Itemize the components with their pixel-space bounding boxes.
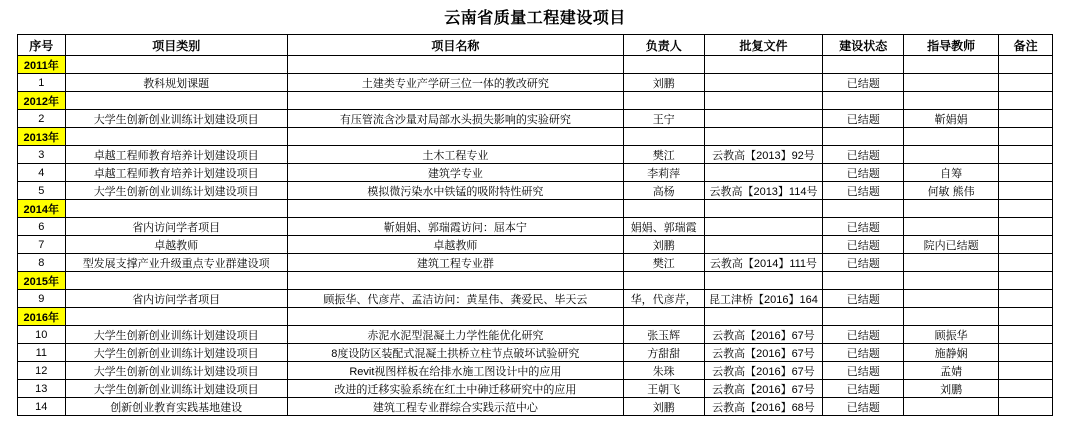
year-label: 2014年: [18, 200, 66, 218]
column-header-owner: 负责人: [623, 35, 704, 56]
cell-owner: 方甜甜: [623, 344, 704, 362]
cell-status: 已结题: [823, 182, 904, 200]
cell-status: 已结题: [823, 398, 904, 416]
cell-project-name: 卓越教师: [287, 236, 623, 254]
cell-remark: [999, 236, 1053, 254]
cell-advisor: 顾振华: [904, 326, 999, 344]
cell-category: 大学生创新创业训练计划建设项目: [65, 182, 287, 200]
cell-owner: 朱珠: [623, 362, 704, 380]
cell-advisor: 何敏 熊伟: [904, 182, 999, 200]
cell-category: 大学生创新创业训练计划建设项目: [65, 326, 287, 344]
empty-cell: [823, 128, 904, 146]
empty-cell: [287, 308, 623, 326]
year-group-row: [18, 128, 1053, 146]
empty-cell: [999, 308, 1053, 326]
project-table: [17, 34, 1053, 416]
table-row: [18, 74, 1053, 92]
cell-owner: 刘鹏: [623, 398, 704, 416]
cell-approval-doc: 昆工津桥【2016】164: [704, 290, 823, 308]
cell-project-name: 建筑工程专业群综合实践示范中心: [287, 398, 623, 416]
empty-cell: [287, 272, 623, 290]
cell-index: 11: [18, 344, 66, 362]
empty-cell: [623, 272, 704, 290]
empty-cell: [999, 272, 1053, 290]
cell-status: 已结题: [823, 344, 904, 362]
cell-owner: 王宁: [623, 110, 704, 128]
year-label: 2016年: [18, 308, 66, 326]
year-label: 2015年: [18, 272, 66, 290]
cell-index: 9: [18, 290, 66, 308]
cell-approval-doc: 云教高【2013】92号: [704, 146, 823, 164]
cell-status: 已结题: [823, 380, 904, 398]
cell-project-name: 建筑学专业: [287, 164, 623, 182]
empty-cell: [999, 92, 1053, 110]
cell-advisor: [904, 146, 999, 164]
cell-project-name: 模拟微污染水中铁锰的吸附特性研究: [287, 182, 623, 200]
cell-remark: [999, 362, 1053, 380]
cell-approval-doc: 云教高【2013】114号: [704, 182, 823, 200]
cell-remark: [999, 218, 1053, 236]
table-header-row: [18, 35, 1053, 56]
empty-cell: [904, 272, 999, 290]
empty-cell: [65, 92, 287, 110]
cell-status: 已结题: [823, 110, 904, 128]
cell-approval-doc: 云教高【2016】67号: [704, 344, 823, 362]
column-header-status: 建设状态: [823, 35, 904, 56]
empty-cell: [823, 308, 904, 326]
cell-project-name: 有压管流含沙量对局部水头损失影响的实验研究: [287, 110, 623, 128]
empty-cell: [904, 128, 999, 146]
cell-owner: 高杨: [623, 182, 704, 200]
year-group-row: [18, 56, 1053, 74]
empty-cell: [287, 56, 623, 74]
cell-owner: 樊江: [623, 146, 704, 164]
cell-remark: [999, 398, 1053, 416]
cell-index: 7: [18, 236, 66, 254]
cell-category: 教科规划课题: [65, 74, 287, 92]
empty-cell: [904, 56, 999, 74]
empty-cell: [287, 128, 623, 146]
cell-approval-doc: 云教高【2016】67号: [704, 362, 823, 380]
empty-cell: [823, 272, 904, 290]
cell-remark: [999, 344, 1053, 362]
cell-approval-doc: 云教高【2016】68号: [704, 398, 823, 416]
empty-cell: [999, 56, 1053, 74]
cell-advisor: 自筹: [904, 164, 999, 182]
year-label: 2012年: [18, 92, 66, 110]
table-row: [18, 380, 1053, 398]
cell-advisor: [904, 218, 999, 236]
cell-advisor: [904, 398, 999, 416]
cell-owner: 华，代彦芹，: [623, 290, 704, 308]
cell-index: 5: [18, 182, 66, 200]
empty-cell: [287, 92, 623, 110]
cell-owner: 刘鹏: [623, 74, 704, 92]
cell-advisor: [904, 74, 999, 92]
empty-cell: [65, 200, 287, 218]
cell-advisor: [904, 254, 999, 272]
cell-category: 省内访问学者项目: [65, 290, 287, 308]
cell-approval-doc: 云教高【2016】67号: [704, 380, 823, 398]
cell-advisor: 施静娴: [904, 344, 999, 362]
cell-approval-doc: [704, 164, 823, 182]
empty-cell: [904, 92, 999, 110]
cell-remark: [999, 380, 1053, 398]
cell-project-name: 赤泥水泥型混凝土力学性能优化研究: [287, 326, 623, 344]
cell-project-name: 土建类专业产学研三位一体的教改研究: [287, 74, 623, 92]
cell-owner: 李莉萍: [623, 164, 704, 182]
cell-index: 1: [18, 74, 66, 92]
cell-category: 大学生创新创业训练计划建设项目: [65, 110, 287, 128]
cell-project-name: 土木工程专业: [287, 146, 623, 164]
cell-owner: 张玉辉: [623, 326, 704, 344]
empty-cell: [904, 308, 999, 326]
cell-approval-doc: 云教高【2016】67号: [704, 326, 823, 344]
empty-cell: [704, 272, 823, 290]
column-header-index: 序号: [18, 35, 66, 56]
cell-owner: 王朝飞: [623, 380, 704, 398]
empty-cell: [704, 92, 823, 110]
cell-index: 4: [18, 164, 66, 182]
cell-owner: 刘鹏: [623, 236, 704, 254]
empty-cell: [65, 308, 287, 326]
column-header-category: 项目类别: [65, 35, 287, 56]
empty-cell: [823, 92, 904, 110]
cell-advisor: 靳娟娟: [904, 110, 999, 128]
cell-approval-doc: [704, 218, 823, 236]
empty-cell: [704, 128, 823, 146]
table-row: [18, 146, 1053, 164]
empty-cell: [65, 272, 287, 290]
cell-owner: 娟娟、郭瑞霞: [623, 218, 704, 236]
cell-status: 已结题: [823, 290, 904, 308]
year-group-row: [18, 308, 1053, 326]
cell-approval-doc: [704, 110, 823, 128]
cell-status: 已结题: [823, 254, 904, 272]
cell-approval-doc: 云教高【2014】111号: [704, 254, 823, 272]
cell-remark: [999, 164, 1053, 182]
table-row: [18, 398, 1053, 416]
empty-cell: [623, 308, 704, 326]
column-header-project-name: 项目名称: [287, 35, 623, 56]
cell-status: 已结题: [823, 362, 904, 380]
table-row: [18, 164, 1053, 182]
table-row: [18, 362, 1053, 380]
table-row: [18, 290, 1053, 308]
cell-index: 6: [18, 218, 66, 236]
cell-status: 已结题: [823, 146, 904, 164]
cell-advisor: 院内已结题: [904, 236, 999, 254]
empty-cell: [823, 56, 904, 74]
cell-index: 14: [18, 398, 66, 416]
table-row: [18, 254, 1053, 272]
cell-category: 卓越工程师教育培养计划建设项目: [65, 146, 287, 164]
column-header-approval-doc: 批复文件: [704, 35, 823, 56]
table-row: [18, 182, 1053, 200]
year-group-row: [18, 92, 1053, 110]
cell-approval-doc: [704, 236, 823, 254]
page-title: 云南省质量工程建设项目: [444, 10, 626, 27]
cell-owner: 樊江: [623, 254, 704, 272]
year-group-row: [18, 272, 1053, 290]
cell-remark: [999, 110, 1053, 128]
cell-project-name: Revit视图样板在给排水施工图设计中的应用: [287, 362, 623, 380]
year-label: 2013年: [18, 128, 66, 146]
cell-category: 大学生创新创业训练计划建设项目: [65, 380, 287, 398]
empty-cell: [623, 56, 704, 74]
year-group-row: [18, 200, 1053, 218]
cell-index: 3: [18, 146, 66, 164]
cell-category: 省内访问学者项目: [65, 218, 287, 236]
cell-remark: [999, 146, 1053, 164]
cell-advisor: 孟婧: [904, 362, 999, 380]
cell-category: 大学生创新创业训练计划建设项目: [65, 344, 287, 362]
cell-category: 卓越教师: [65, 236, 287, 254]
cell-status: 已结题: [823, 326, 904, 344]
empty-cell: [704, 56, 823, 74]
empty-cell: [623, 128, 704, 146]
cell-advisor: 刘鹏: [904, 380, 999, 398]
cell-remark: [999, 182, 1053, 200]
column-header-advisor: 指导教师: [904, 35, 999, 56]
cell-remark: [999, 74, 1053, 92]
table-row: [18, 236, 1053, 254]
table-row: [18, 326, 1053, 344]
table-row: [18, 110, 1053, 128]
cell-index: 10: [18, 326, 66, 344]
cell-status: 已结题: [823, 164, 904, 182]
empty-cell: [999, 128, 1053, 146]
cell-index: 2: [18, 110, 66, 128]
cell-advisor: [904, 290, 999, 308]
cell-category: 型发展支撑产业升级重点专业群建设项: [65, 254, 287, 272]
cell-category: 卓越工程师教育培养计划建设项目: [65, 164, 287, 182]
empty-cell: [623, 92, 704, 110]
empty-cell: [999, 200, 1053, 218]
table-row: [18, 218, 1053, 236]
empty-cell: [704, 200, 823, 218]
cell-status: 已结题: [823, 74, 904, 92]
cell-category: 创新创业教育实践基地建设: [65, 398, 287, 416]
year-label: 2011年: [18, 56, 66, 74]
cell-project-name: 改进的迁移实验系统在红土中砷迁移研究中的应用: [287, 380, 623, 398]
cell-category: 大学生创新创业训练计划建设项目: [65, 362, 287, 380]
cell-project-name: 靳娟娟、郭瑞霞访问：屈本宁: [287, 218, 623, 236]
empty-cell: [704, 308, 823, 326]
empty-cell: [287, 200, 623, 218]
cell-project-name: 建筑工程专业群: [287, 254, 623, 272]
cell-index: 13: [18, 380, 66, 398]
cell-status: 已结题: [823, 218, 904, 236]
table-row: [18, 344, 1053, 362]
empty-cell: [904, 200, 999, 218]
cell-approval-doc: [704, 74, 823, 92]
column-header-remark: 备注: [999, 35, 1053, 56]
cell-index: 12: [18, 362, 66, 380]
cell-project-name: 顾振华、代彦芹、孟洁访问：黄星伟、龚爱民、毕天云: [287, 290, 623, 308]
empty-cell: [65, 56, 287, 74]
empty-cell: [65, 128, 287, 146]
cell-project-name: 8度设防区装配式混凝土拱桥立柱节点破坏试验研究: [287, 344, 623, 362]
cell-remark: [999, 326, 1053, 344]
cell-remark: [999, 254, 1053, 272]
cell-remark: [999, 290, 1053, 308]
empty-cell: [823, 200, 904, 218]
cell-index: 8: [18, 254, 66, 272]
cell-status: 已结题: [823, 236, 904, 254]
empty-cell: [623, 200, 704, 218]
